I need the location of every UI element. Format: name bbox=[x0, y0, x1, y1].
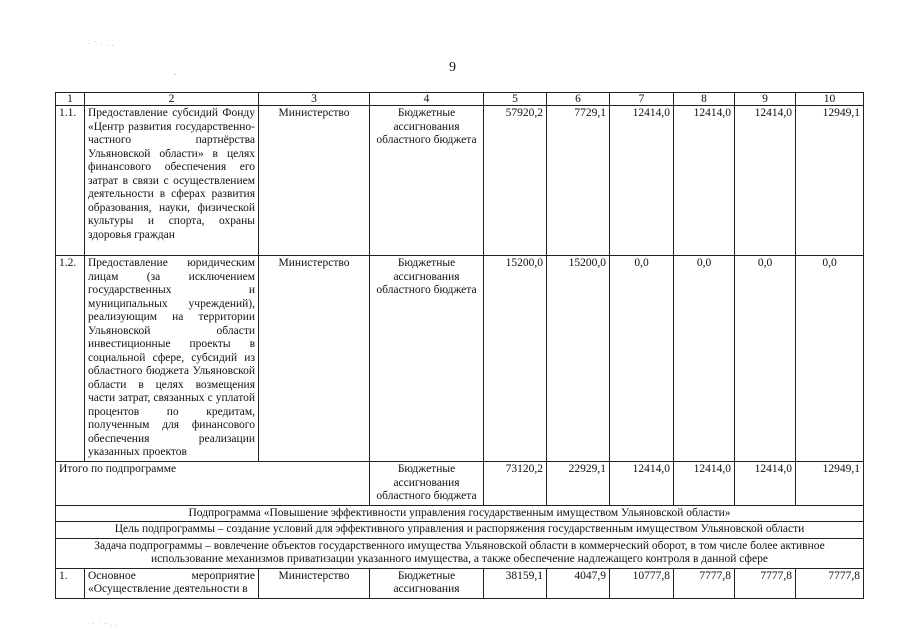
total-label: Итого по подпрограмме bbox=[56, 462, 370, 506]
subprogram-task-row bbox=[56, 538, 864, 568]
row-value: 12949,1 bbox=[796, 106, 864, 256]
column-number: 8 bbox=[674, 93, 735, 106]
page-number: 9 bbox=[449, 60, 456, 75]
total-value: 12414,0 bbox=[735, 462, 796, 506]
column-number: 10 bbox=[796, 93, 864, 106]
row-executor: Министерство bbox=[259, 256, 370, 462]
row-value: 0,0 bbox=[796, 256, 864, 462]
row-value: 7777,8 bbox=[796, 568, 864, 598]
subprogram-goal-row bbox=[56, 522, 864, 539]
scan-artifact-top: · ˙ · . . bbox=[88, 40, 115, 48]
column-number: 5 bbox=[484, 93, 547, 106]
total-value: 22929,1 bbox=[547, 462, 610, 506]
row-value: 12414,0 bbox=[674, 106, 735, 256]
row-executor: Министерство bbox=[259, 106, 370, 256]
row-value: 7777,8 bbox=[735, 568, 796, 598]
row-value: 38159,1 bbox=[484, 568, 547, 598]
row-value: 12414,0 bbox=[610, 106, 674, 256]
column-number: 6 bbox=[547, 93, 610, 106]
table-row bbox=[56, 256, 864, 462]
total-row bbox=[56, 462, 864, 506]
table-row bbox=[56, 106, 864, 256]
row-name: Основное мероприятие «Осуществление деятельности в bbox=[85, 568, 259, 598]
row-executor: Министерство bbox=[259, 568, 370, 598]
row-value: 7777,8 bbox=[674, 568, 735, 598]
row-number: 1.2. bbox=[56, 256, 85, 462]
total-value: 12414,0 bbox=[610, 462, 674, 506]
row-value: 4047,9 bbox=[547, 568, 610, 598]
scan-artifact-dot: - bbox=[174, 70, 178, 78]
row-value: 12414,0 bbox=[735, 106, 796, 256]
row-value: 57920,2 bbox=[484, 106, 547, 256]
row-value: 0,0 bbox=[735, 256, 796, 462]
subprogram-task: Задача подпрограммы – вовлечение объектов государственного имущества Ульяновской области в коммерческий оборот, в том числе более активное использование механизмов приватизации указанного имущества, а также обеспечение надлежащего контроля в данной сфере bbox=[56, 538, 864, 568]
table-row bbox=[56, 568, 864, 598]
row-name: Предоставление субсидий Фонду «Центр развития государственно-частного партнёрства Ульяновской области» в целях финансового обеспечения его затрат в связи с осуществлением деятельности в сферах развития образования, науки, физической культуры и спорта, охраны здоровья граждан bbox=[85, 106, 259, 256]
total-value: 12414,0 bbox=[674, 462, 735, 506]
subprogram-title: Подпрограмма «Повышение эффективности управления государственным имуществом Ульяновской области» bbox=[56, 505, 864, 522]
row-source: Бюджетные ассигнования областного бюджета bbox=[370, 256, 484, 462]
row-name: Предоставление юридическим лицам (за исключением государственных и муниципальных учреждений), реализующим на территории Ульяновской области инвестиционные проекты в социальной сфере, субсидий из областного бюджета Ульяновской области в целях возмещения части затрат, связанных с уплатой процентов по кредитам, полученным для финансового обеспечения реализации указанных проектов bbox=[85, 256, 259, 462]
row-source: Бюджетные ассигнования областного бюджета bbox=[370, 106, 484, 256]
column-number-row bbox=[56, 93, 864, 106]
total-value: 12949,1 bbox=[796, 462, 864, 506]
row-value: 15200,0 bbox=[484, 256, 547, 462]
row-source: Бюджетные ассигнования bbox=[370, 568, 484, 598]
scan-artifact-bottom: · ˙ · . . bbox=[92, 620, 119, 628]
total-source: Бюджетные ассигнования областного бюджета bbox=[370, 462, 484, 506]
column-number: 9 bbox=[735, 93, 796, 106]
row-value: 0,0 bbox=[674, 256, 735, 462]
row-value: 7729,1 bbox=[547, 106, 610, 256]
budget-table bbox=[55, 92, 864, 599]
row-number: 1.1. bbox=[56, 106, 85, 256]
subprogram-title-row bbox=[56, 505, 864, 522]
row-number: 1. bbox=[56, 568, 85, 598]
column-number: 7 bbox=[610, 93, 674, 106]
column-number: 2 bbox=[85, 93, 259, 106]
column-number: 3 bbox=[259, 93, 370, 106]
row-value: 0,0 bbox=[610, 256, 674, 462]
row-value: 10777,8 bbox=[610, 568, 674, 598]
row-value: 15200,0 bbox=[547, 256, 610, 462]
column-number: 1 bbox=[56, 93, 85, 106]
total-value: 73120,2 bbox=[484, 462, 547, 506]
subprogram-goal: Цель подпрограммы – создание условий для эффективного управления и распоряжения государственным имуществом Ульяновской области bbox=[56, 522, 864, 539]
column-number: 4 bbox=[370, 93, 484, 106]
